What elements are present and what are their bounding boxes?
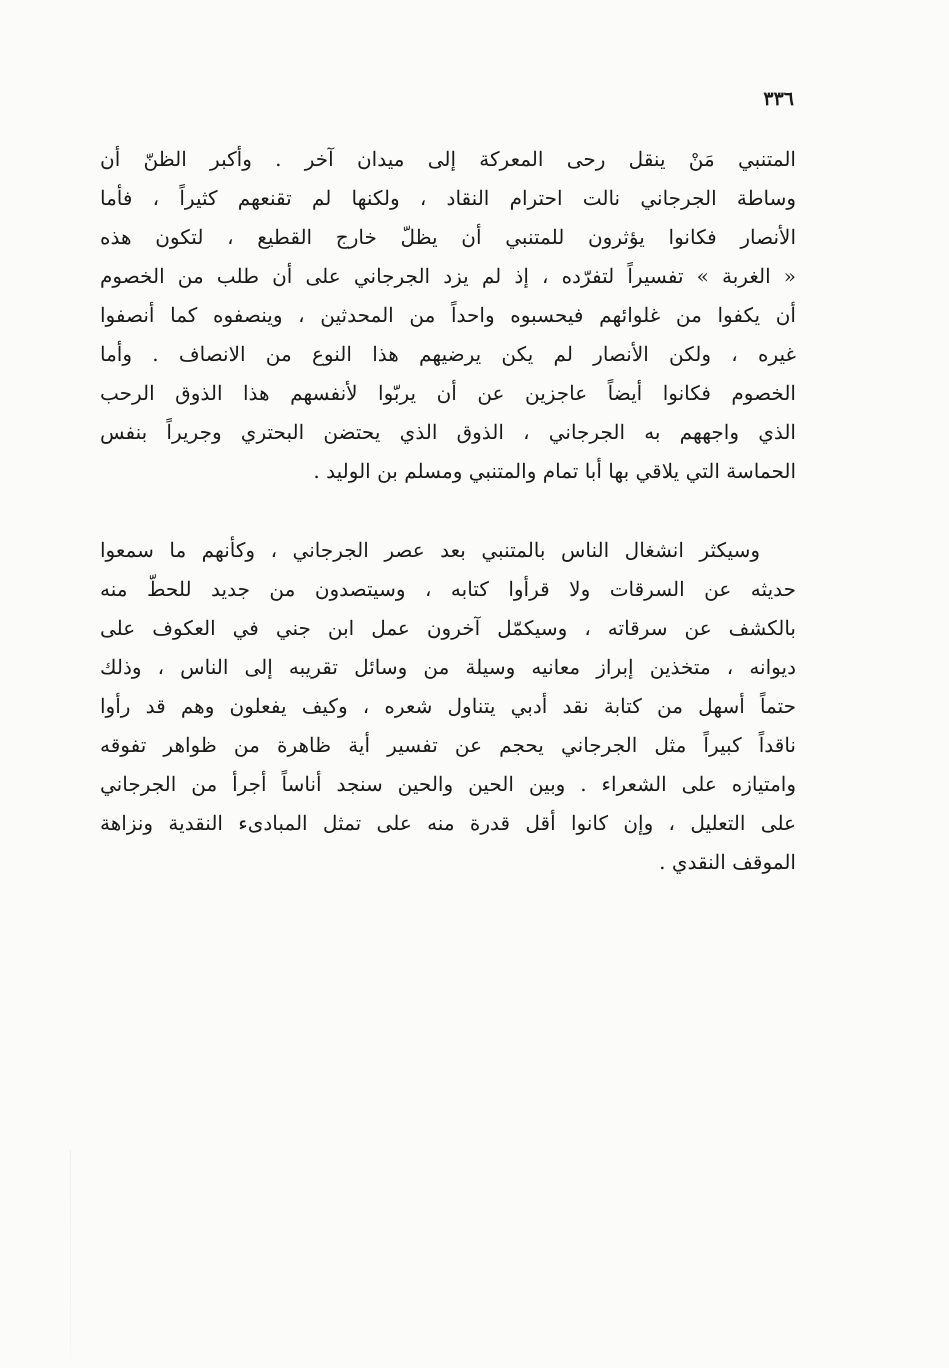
text-line: حديثه عن السرقات ولا قرأوا كتابه ، وسيتصدون من جديد للحطّ منه <box>100 577 796 601</box>
paragraph-1 <box>100 140 796 491</box>
text-line: حتماً أسهل من كتابة نقد أدبي يتناول شعره ، وكيف يفعلون وهم قد رأوا <box>100 694 796 718</box>
text-line: بالكشف عن سرقاته ، وسيكمّل آخرون عمل ابن جني في العكوف على <box>100 616 796 640</box>
paragraph-2 <box>100 531 796 882</box>
text-line: على التعليل ، وإن كانوا أقل قدرة منه على تمثل المبادىء النقدية ونزاهة <box>100 811 796 835</box>
text-line: وساطة الجرجاني نالت احترام النقاد ، ولكنها لم تقنعهم كثيراً ، فأما <box>100 186 796 210</box>
text-line: الموقف النقدي . <box>659 850 796 874</box>
page-crease <box>70 1150 71 1360</box>
text-line: أن يكفوا من غلوائهم فيحسبوه واحداً من المحدثين ، وينصفوه كما أنصفوا <box>100 303 796 327</box>
text-line: الخصوم فكانوا أيضاً عاجزين عن أن يربّوا لأنفسهم هذا الذوق الرحب <box>100 381 796 405</box>
text-line: الذي واجههم به الجرجاني ، الذوق الذي يحتضن البحتري وجريراً بنفس <box>100 420 796 444</box>
text-line: ديوانه ، متخذين إبراز معانيه وسيلة من وسائل تقريبه إلى الناس ، وذلك <box>100 655 796 679</box>
page-number: ٣٣٦ <box>763 88 794 110</box>
text-line: وسيكثر انشغال الناس بالمتنبي بعد عصر الجرجاني ، وكأنهم ما سمعوا <box>100 538 760 562</box>
text-line: وامتيازه على الشعراء . وبين الحين والحين سنجد أناساً أجرأ من الجرجاني <box>100 772 796 796</box>
text-line: « الغربة » تفسيراً لتفرّده ، إذ لم يزد الجرجاني على أن طلب من الخصوم <box>100 264 796 288</box>
text-line: ناقداً كبيراً مثل الجرجاني يحجم عن تفسير أية ظاهرة من ظواهر تفوقه <box>100 733 796 757</box>
text-line: المتنبي مَنْ ينقل رحى المعركة إلى ميدان آخر . وأكبر الظنّ أن <box>100 147 796 171</box>
text-line: الأنصار فكانوا يؤثرون للمتنبي أن يظلّ خارج القطيع ، لتكون هذه <box>100 225 796 249</box>
text-line: غيره ، ولكن الأنصار لم يكن يرضيهم هذا النوع من الانصاف . وأما <box>100 342 796 366</box>
text-line: الحماسة التي يلاقي بها أبا تمام والمتنبي ومسلم بن الوليد . <box>313 459 796 483</box>
